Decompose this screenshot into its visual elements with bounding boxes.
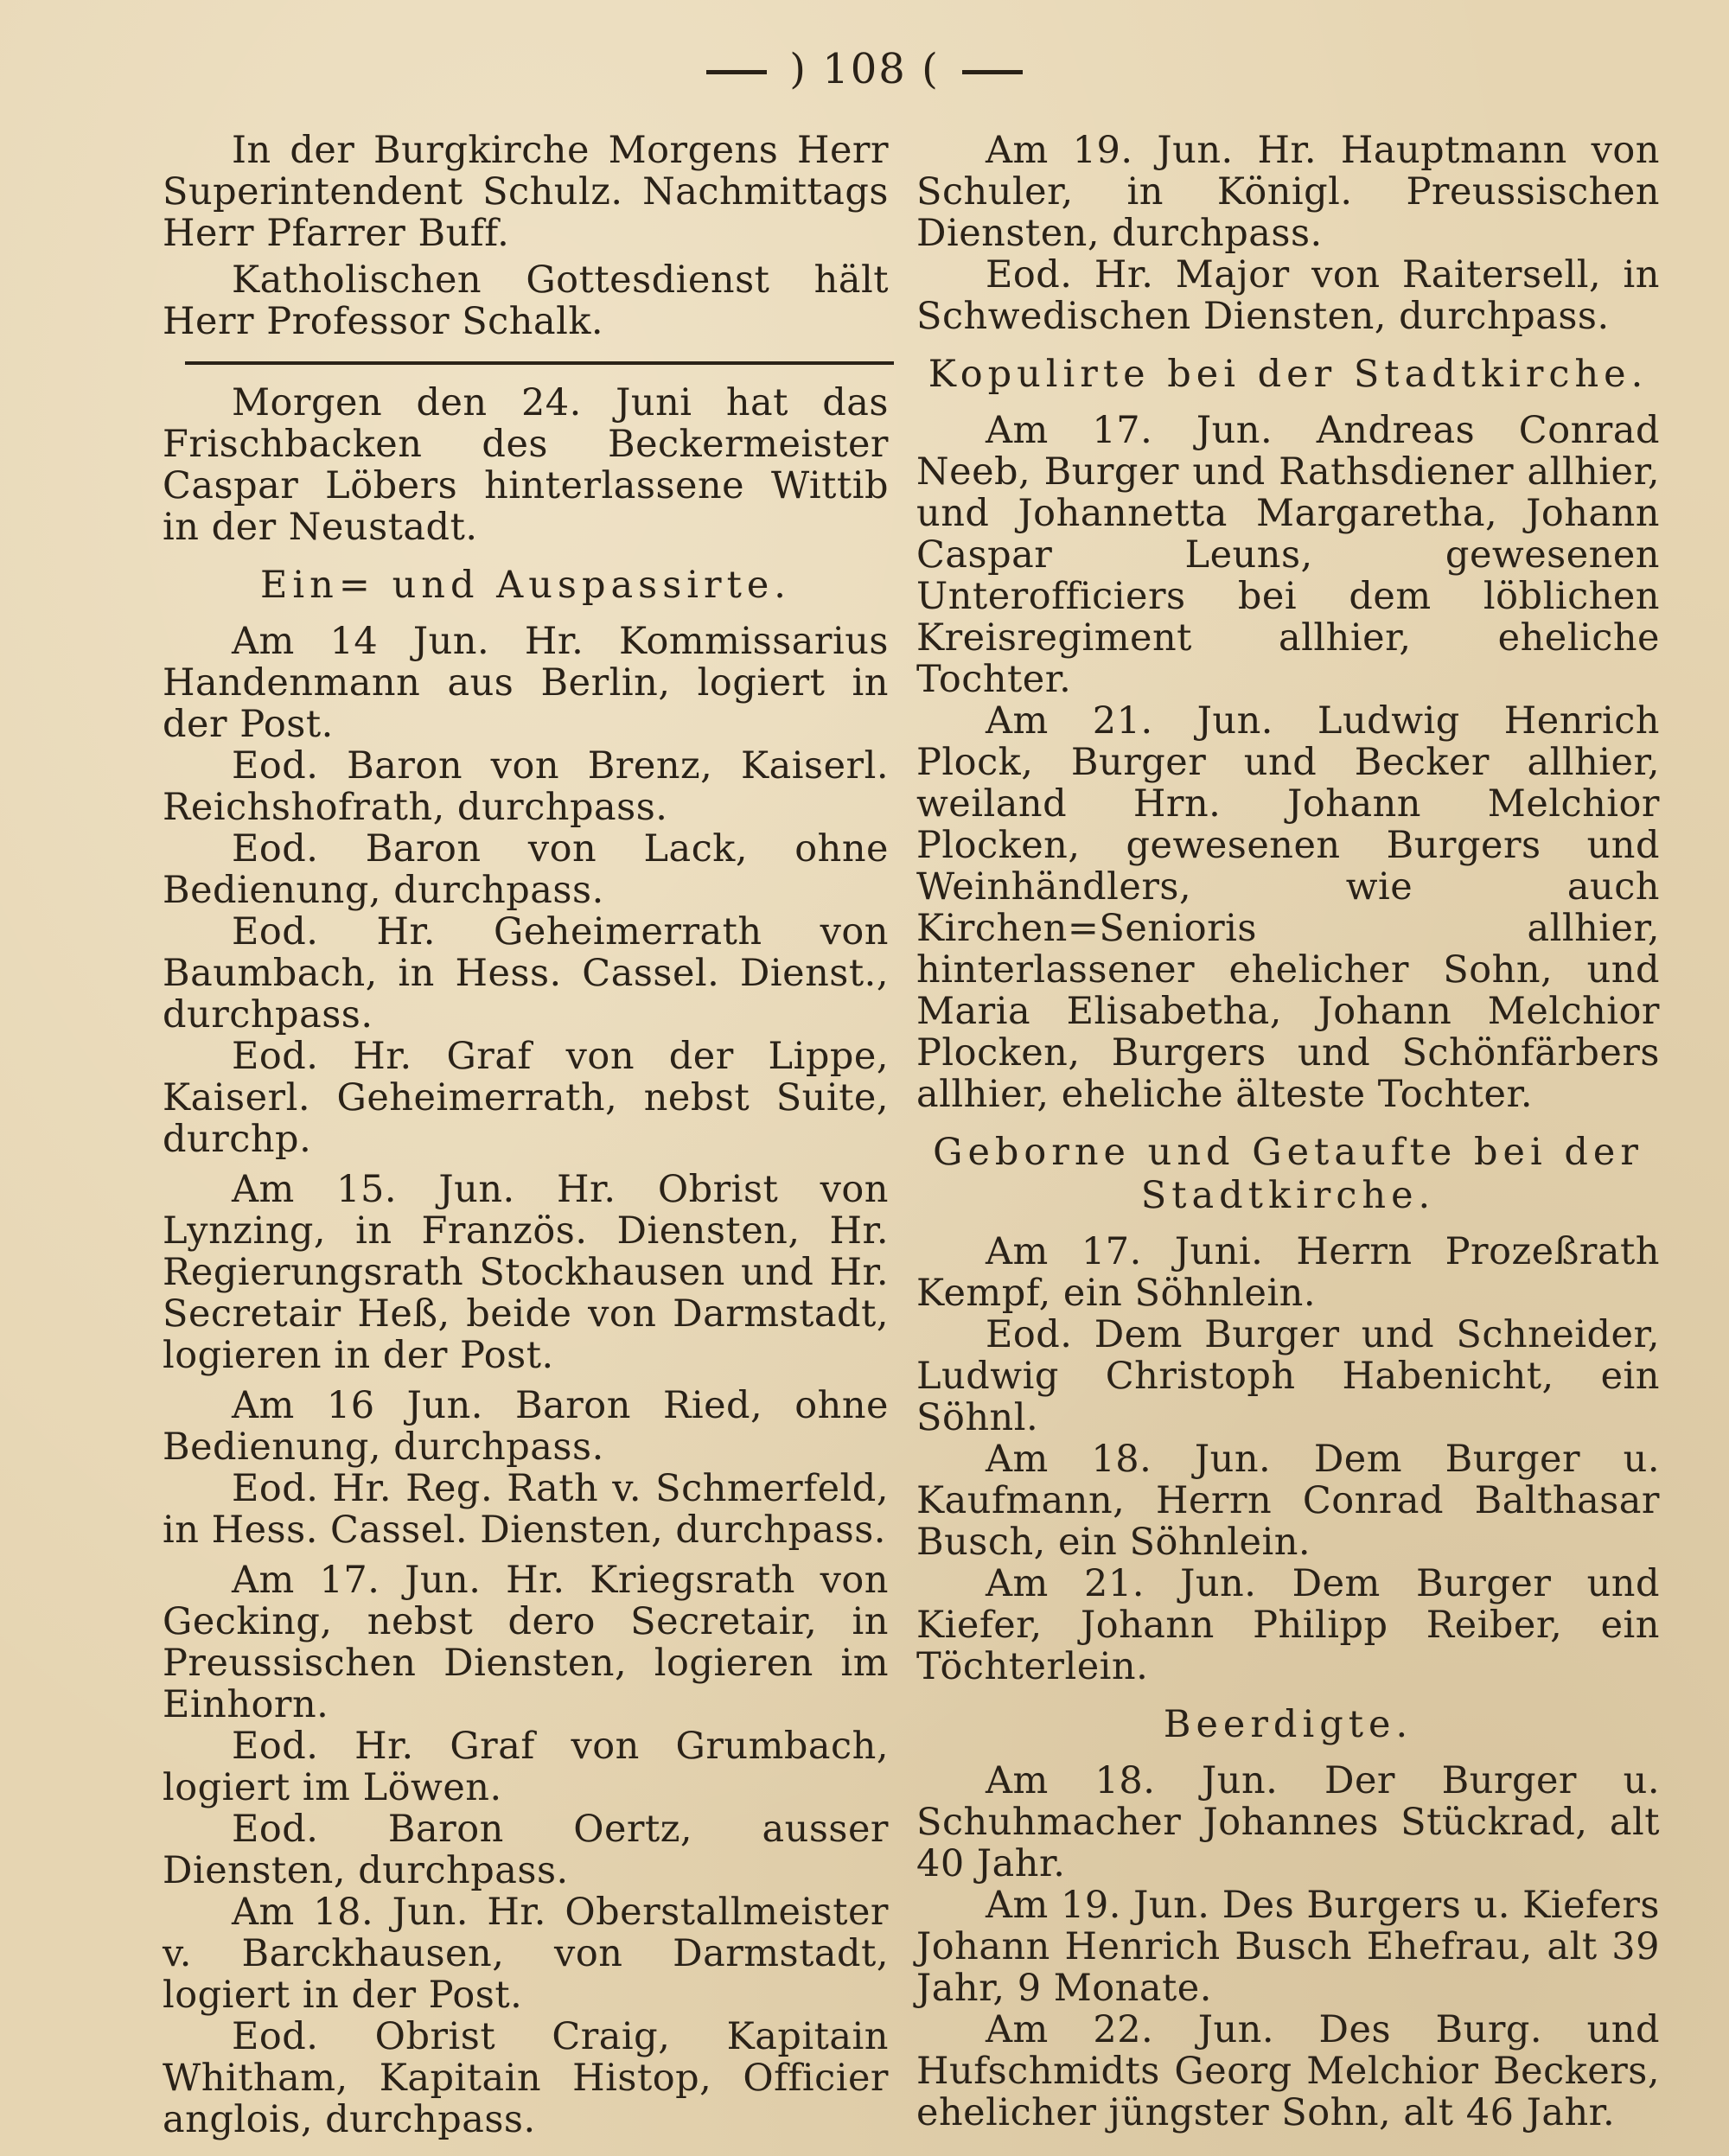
- section-heading-marriages: Kopulirte bei der Stadtkirche.: [928, 353, 1649, 396]
- traveller-entry: Eod. Hr. Major von Raitersell, in Schwedischen Diensten, durchpass.: [916, 253, 1660, 338]
- header-rule-right: [962, 70, 1023, 74]
- traveller-entry: Am 15. Jun. Hr. Obrist von Lynzing, in Französ. Diensten, Hr. Regierungsrath Stockhausen und Hr. Secretair Heß, beide von Darmstadt, logieren in der Post.: [163, 1168, 889, 1377]
- right-column: [916, 130, 1660, 2134]
- church-service-notice: In der Burgkirche Morgens Herr Superintendent Schulz. Nachmittags Herr Pfarrer Buff.: [163, 129, 889, 255]
- section-heading-travellers: Ein= und Auspassirte.: [260, 564, 791, 607]
- left-column: [163, 130, 889, 2140]
- traveller-entry: Eod. Hr. Graf von Grumbach, logiert im Löwen.: [163, 1725, 889, 1809]
- burial-entry: Am 18. Jun. Der Burger u. Schuhmacher Johannes Stückrad, alt 40 Jahr.: [916, 1759, 1660, 1885]
- baptism-entry: Am 21. Jun. Dem Burger und Kiefer, Johann Philipp Reiber, ein Töchterlein.: [916, 1562, 1660, 1688]
- traveller-entry: Eod. Baron von Brenz, Kaiserl. Reichshofrath, durchpass.: [163, 744, 889, 829]
- baptism-entry: Eod. Dem Burger und Schneider, Ludwig Christoph Habenicht, ein Söhnl.: [916, 1313, 1660, 1439]
- marriage-entry: Am 17. Jun. Andreas Conrad Neeb, Burger und Rathsdiener allhier, und Johannetta Margaretha, Johann Caspar Leuns, gewesenen Unterofficiers bei dem löblichen Kreisregiment allhier, eheliche Tochter.: [916, 409, 1660, 701]
- section-divider: [185, 361, 894, 365]
- traveller-entry: Eod. Baron Oertz, ausser Diensten, durchpass.: [163, 1808, 889, 1892]
- traveller-entry: Eod. Hr. Reg. Rath v. Schmerfeld, in Hess. Cassel. Diensten, durchpass.: [163, 1467, 889, 1552]
- traveller-entry: Am 18. Jun. Hr. Oberstallmeister v. Barckhausen, von Darmstadt, logiert in der Post.: [163, 1891, 889, 2017]
- burial-entry: Am 19. Jun. Des Burgers u. Kiefers Johann Henrich Busch Ehefrau, alt 39 Jahr, 9 Monate.: [916, 1884, 1660, 2010]
- traveller-entry: Eod. Obrist Craig, Kapitain Whitham, Kapitain Histop, Officier anglois, durchpass.: [163, 2015, 889, 2141]
- baptism-entry: Am 17. Juni. Herrn Prozeßrath Kempf, ein Söhnlein.: [916, 1230, 1660, 1315]
- section-heading-baptisms: Geborne und Getaufte bei der Stadtkirche.: [933, 1131, 1643, 1217]
- traveller-entry: Eod. Hr. Geheimerrath von Baumbach, in Hess. Cassel. Dienst., durchpass.: [163, 910, 889, 1037]
- traveller-entry: Am 16 Jun. Baron Ried, ohne Bedienung, durchpass.: [163, 1384, 889, 1469]
- page-header: [0, 45, 1729, 93]
- marriage-entry: Am 21. Jun. Ludwig Henrich Plock, Burger und Becker allhier, weiland Hrn. Johann Melchior Plocken, gewesenen Burgers und Weinhändlers, wie auch Kirchen=Senioris allhier, hinterlassener ehelicher Sohn, und Maria Elisabetha, Johann Melchior Plocken, Burgers und Schönfärbers allhier, eheliche älteste Tochter.: [916, 699, 1660, 1116]
- burial-entry: Am 22. Jun. Des Burg. und Hufschmidts Georg Melchior Beckers, ehelicher jüngster Sohn, alt 46 Jahr.: [916, 2008, 1660, 2134]
- page-number: ) 108 (: [789, 45, 940, 93]
- baking-notice: Morgen den 24. Juni hat das Frischbacken des Beckermeister Caspar Löbers hinterlassene Wittib in der Neustadt.: [163, 381, 889, 549]
- traveller-entry: Am 19. Jun. Hr. Hauptmann von Schuler, in Königl. Preussischen Diensten, durchpass.: [916, 129, 1660, 255]
- traveller-entry: Am 14 Jun. Hr. Kommissarius Handenmann aus Berlin, logiert in der Post.: [163, 620, 889, 746]
- traveller-entry: Am 17. Jun. Hr. Kriegsrath von Gecking, nebst dero Secretair, in Preussischen Diensten, logieren im Einhorn.: [163, 1559, 889, 1726]
- baptism-entry: Am 18. Jun. Dem Burger u. Kaufmann, Herrn Conrad Balthasar Busch, ein Söhnlein.: [916, 1438, 1660, 1564]
- traveller-entry: Eod. Baron von Lack, ohne Bedienung, durchpass.: [163, 827, 889, 912]
- header-rule-left: [706, 70, 767, 74]
- section-heading-burials: Beerdigte.: [1163, 1703, 1413, 1746]
- catholic-service-notice: Katholischen Gottesdienst hält Herr Professor Schalk.: [163, 258, 889, 343]
- traveller-entry: Eod. Hr. Graf von der Lippe, Kaiserl. Geheimerrath, nebst Suite, durchp.: [163, 1035, 889, 1161]
